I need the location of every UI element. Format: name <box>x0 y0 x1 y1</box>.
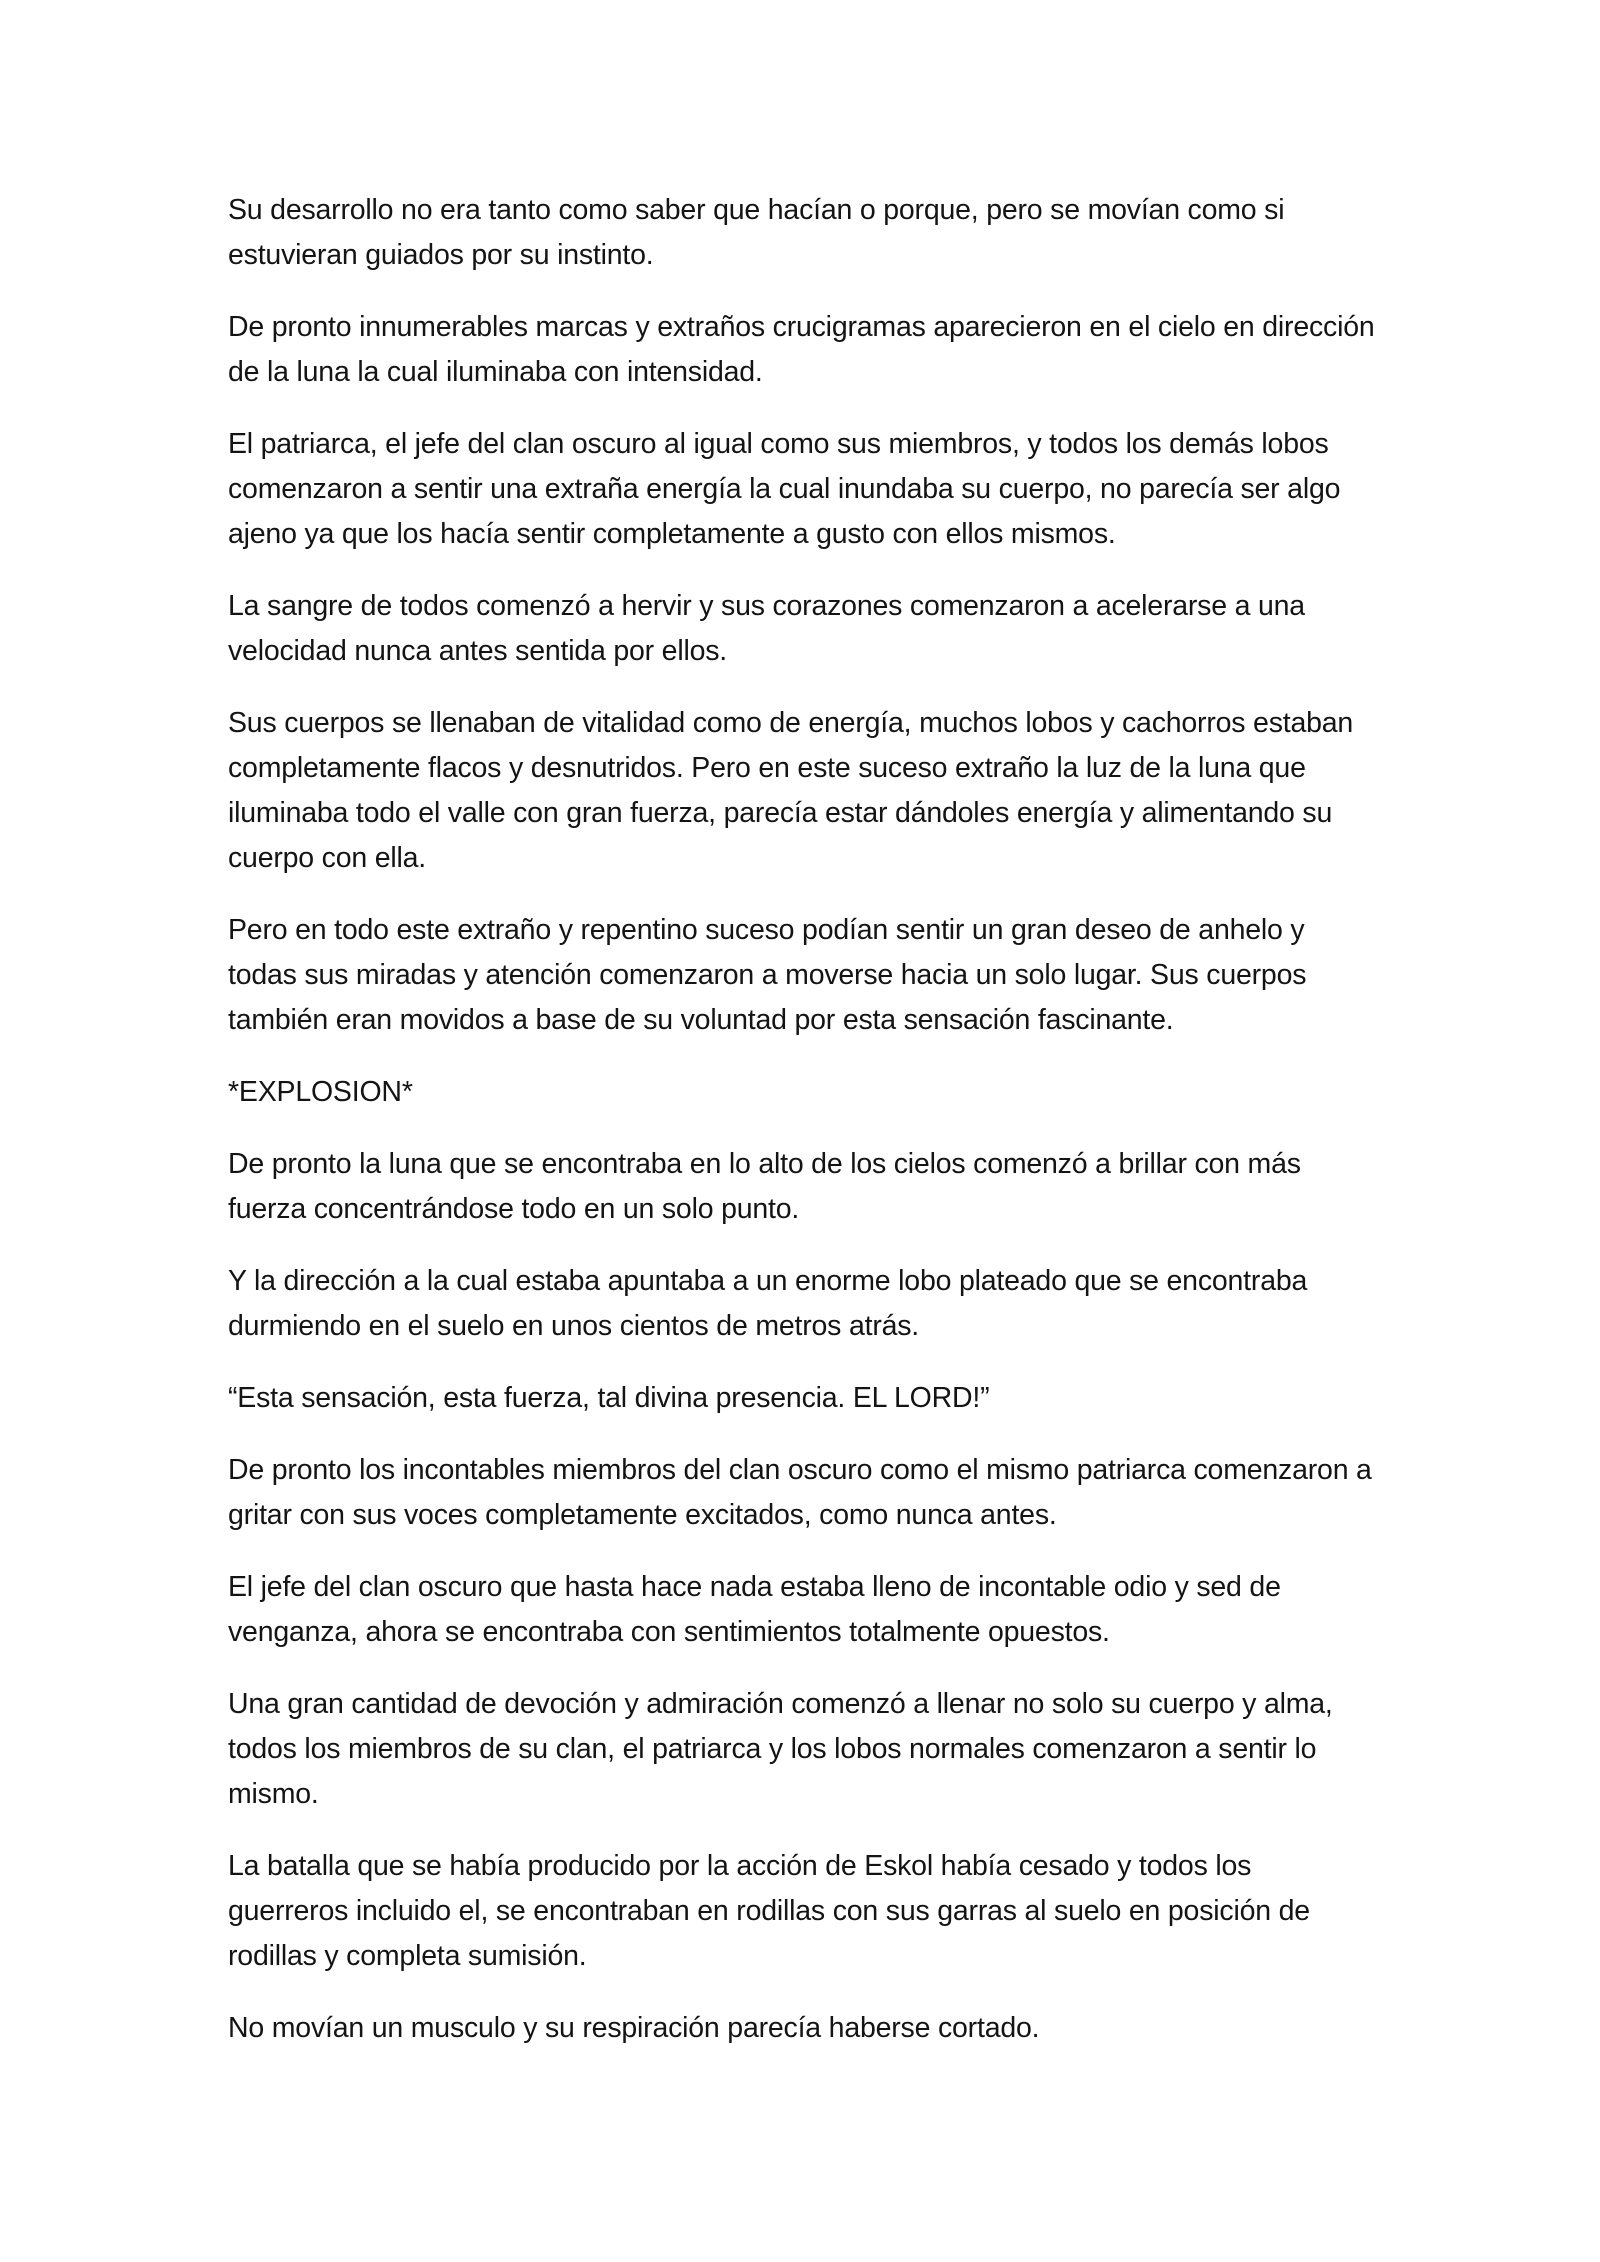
paragraph: Sus cuerpos se llenaban de vitalidad como de energía, muchos lobos y cachorros estaban completamente flacos y desnutridos. Pero en este suceso extraño la luz de la luna que iluminaba todo el valle con gran fuerza, parecía estar dándoles energía y alimentando su cuerpo con ella. <box>228 707 1354 874</box>
paragraph: No movían un musculo y su respiración parecía haberse cortado. <box>228 2012 1040 2044</box>
paragraph: De pronto los incontables miembros del clan oscuro como el mismo patriarca comenzaron a gritar con sus voces completamente excitados, como nunca antes. <box>228 1454 1372 1531</box>
paragraph: Su desarrollo no era tanto como saber que hacían o porque, pero se movían como si estuvieran guiados por su instinto. <box>228 194 1285 271</box>
paragraph-sound-effect: *EXPLOSION* <box>228 1076 413 1108</box>
paragraph: La sangre de todos comenzó a hervir y sus corazones comenzaron a acelerarse a una velocidad nunca antes sentida por ellos. <box>228 590 1305 667</box>
document-body <box>228 188 1378 2078</box>
paragraph: El jefe del clan oscuro que hasta hace nada estaba lleno de incontable odio y sed de venganza, ahora se encontraba con sentimientos totalmente opuestos. <box>228 1571 1281 1648</box>
paragraph: La batalla que se había producido por la acción de Eskol había cesado y todos los guerreros incluido el, se encontraban en rodillas con sus garras al suelo en posición de rodillas y completa sumisión. <box>228 1850 1310 1972</box>
paragraph-dialogue: “Esta sensación, esta fuerza, tal divina presencia. EL LORD!” <box>228 1382 990 1414</box>
paragraph: Una gran cantidad de devoción y admiración comenzó a llenar no solo su cuerpo y alma, todos los miembros de su clan, el patriarca y los lobos normales comenzaron a sentir lo mismo. <box>228 1688 1333 1810</box>
paragraph: Pero en todo este extraño y repentino suceso podían sentir un gran deseo de anhelo y todas sus miradas y atención comenzaron a moverse hacia un solo lugar. Sus cuerpos también eran movidos a base de su voluntad por esta sensación fascinante. <box>228 914 1307 1036</box>
paragraph: Y la dirección a la cual estaba apuntaba a un enorme lobo plateado que se encontraba durmiendo en el suelo en unos cientos de metros atrás. <box>228 1265 1308 1342</box>
paragraph: El patriarca, el jefe del clan oscuro al igual como sus miembros, y todos los demás lobos comenzaron a sentir una extraña energía la cual inundaba su cuerpo, no parecía ser algo ajeno ya que los hacía sentir completamente a gusto con ellos mismos. <box>228 428 1341 550</box>
paragraph: De pronto innumerables marcas y extraños crucigramas aparecieron en el cielo en dirección de la luna la cual iluminaba con intensidad. <box>228 311 1375 388</box>
paragraph: De pronto la luna que se encontraba en lo alto de los cielos comenzó a brillar con más fuerza concentrándose todo en un solo punto. <box>228 1148 1301 1225</box>
